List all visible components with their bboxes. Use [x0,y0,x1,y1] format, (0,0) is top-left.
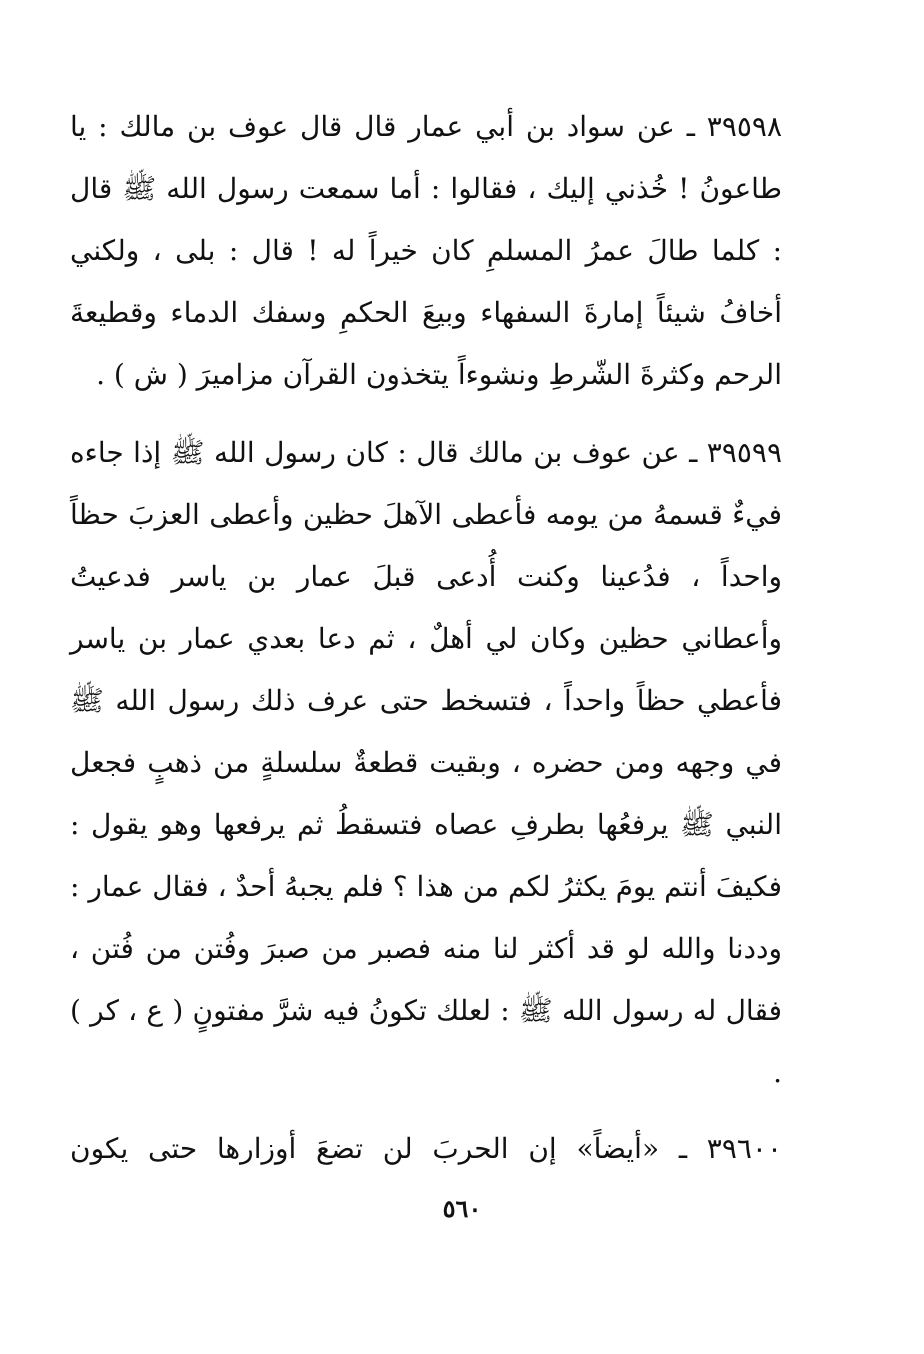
hadith-39600: ٣٩٦٠٠ ـ «أيضاً» إن الحربَ لن تضعَ أوزارها حتى يكون [70,1132,782,1165]
hadith-39598: ٣٩٥٩٨ ـ عن سواد بن أبي عمار قال قال عوف بن مالك : يا طاعونُ ! خُذني إليك ، فقالوا : أما سمعت رسول الله ﷺ قال : كلما طالَ عمرُ المسلمِ كان خيراً له ! قال : بلى ، ولكني أخافُ شيئاً إمارةَ السفهاء وبيعَ الحكمِ وسفك الدماء وقطيعةَ الرحم وكثرةَ الشّرطِ ونشوءاً يتخذون القرآن مزاميرَ ( ش ) . [70,110,782,391]
hadith-39599: ٣٩٥٩٩ ـ عن عوف بن مالك قال : كان رسول الله ﷺ إذا جاءه فيءٌ قسمهُ من يومه فأعطى الآهلَ حظين وأعطى العزبَ حظاً واحداً ، فدُعينا وكنت أُدعى قبلَ عمار بن ياسر فدعيتُ وأعطاني حظين وكان لي أهلٌ ، ثم دعا بعدي عمار بن ياسر فأعطي حظاً واحداً ، فتسخط حتى عرف ذلك رسول الله ﷺ في وجهه ومن حضره ، وبقيت قطعةٌ سلسلةٍ من ذهبٍ فجعل النبي ﷺ يرفعُها بطرفِ عصاه فتسقطُ ثم يرفعها وهو يقول : فكيفَ أنتم يومَ يكثرُ لكم من هذا ؟ فلم يجبهُ أحدٌ ، فقال عمار : وددنا والله لو قد أكثر لنا منه فصبر من صبرَ وفُتن من فُتن ، فقال له رسول الله ﷺ : لعلك تكونُ فيه شرَّ مفتونٍ ( ع ، كر ) . [70,436,782,1089]
document-body [70,96,782,1180]
page-number: ٥٦٠ [442,1194,482,1223]
